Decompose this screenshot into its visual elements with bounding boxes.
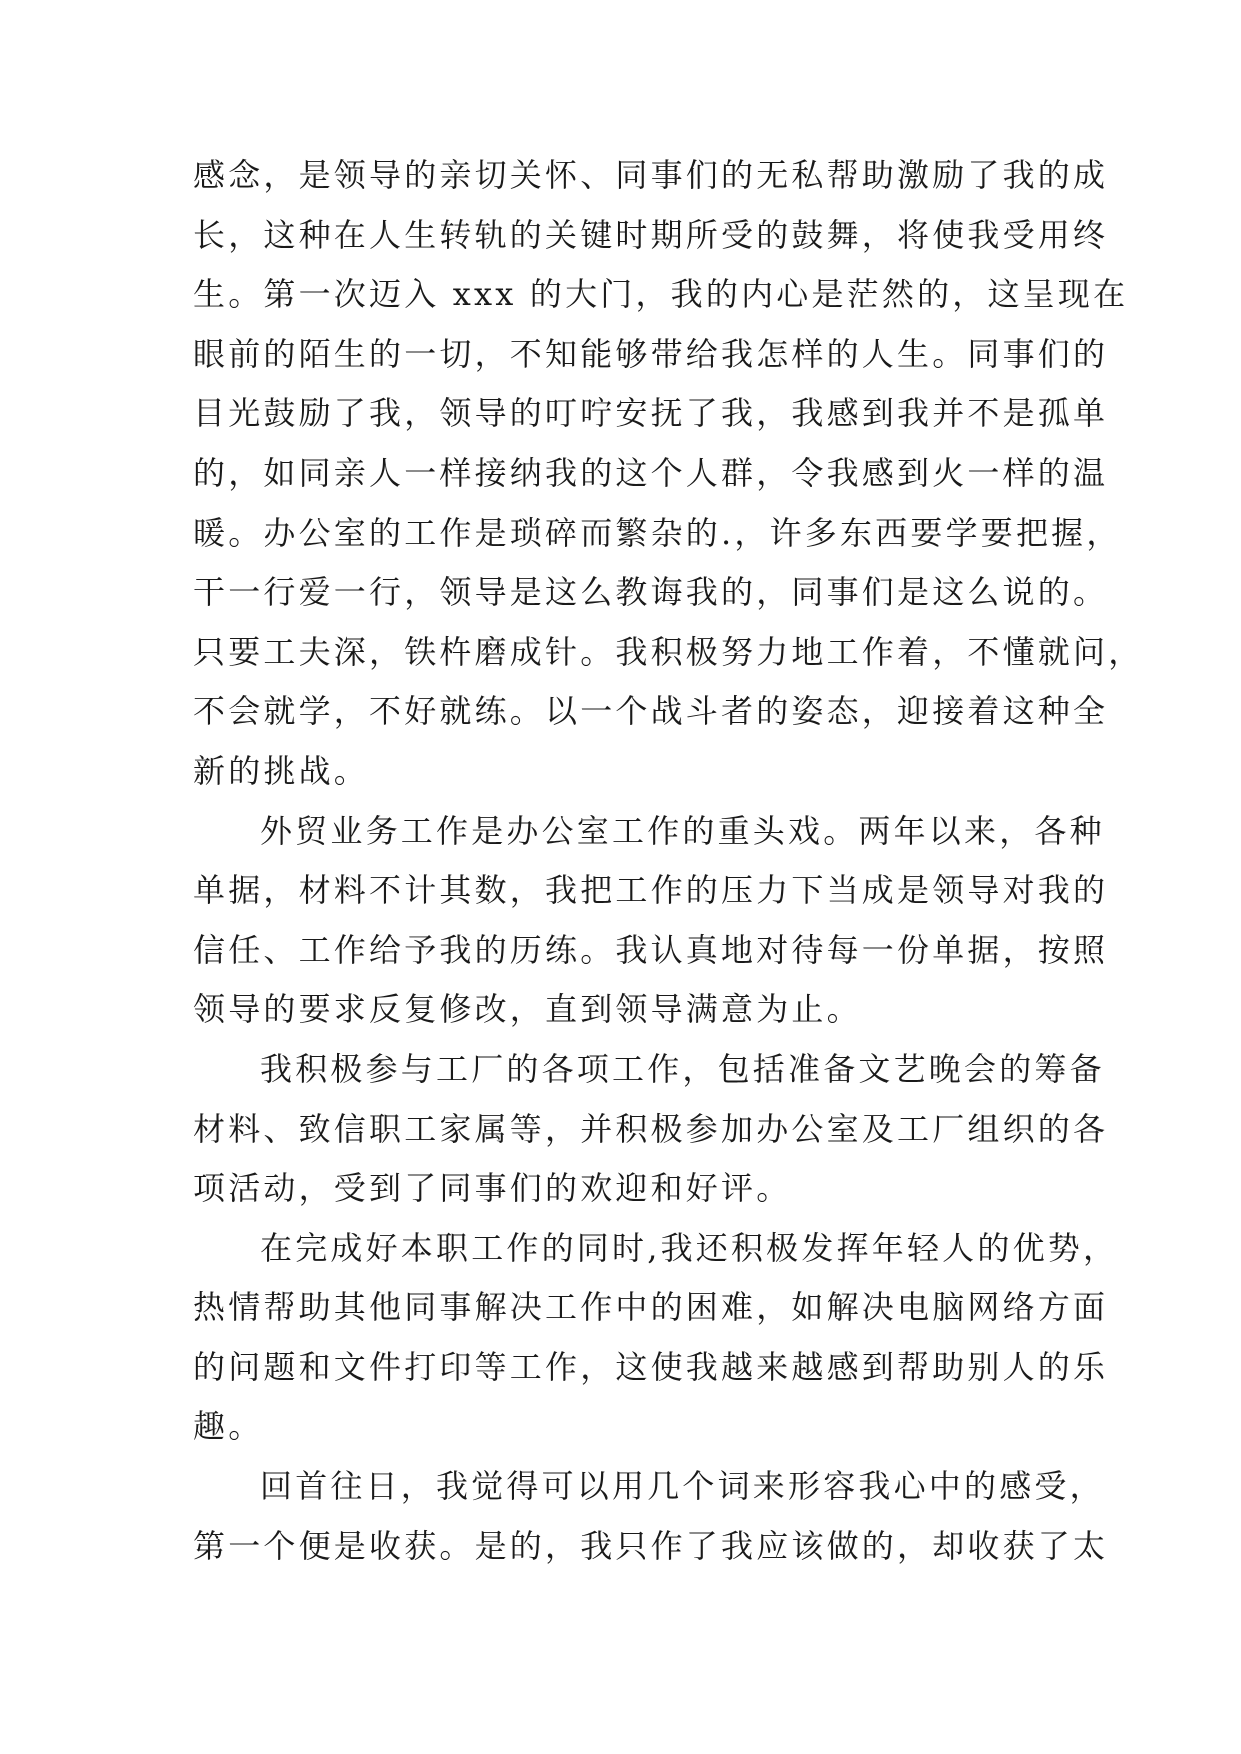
text-line: 回首往日，我觉得可以用几个词来形容我心中的感受， — [260, 1467, 1105, 1506]
text-line: 热情帮助其他同事解决工作中的困难，如解决电脑网络方面 — [193, 1288, 1109, 1327]
text-line: 干一行爱一行，领导是这么教诲我的，同事们是这么说的。 — [193, 573, 1109, 612]
text-line: 目光鼓励了我，领导的叮咛安抚了我，我感到我并不是孤单 — [193, 394, 1109, 433]
text-line: 我积极参与工厂的各项工作，包括准备文艺晚会的筹备 — [260, 1049, 1105, 1088]
text-line: 暖。办公室的工作是琐碎而繁杂的.，许多东西要学要把握， — [193, 513, 1122, 552]
text-line: 生。第一次迈入 xxx 的大门，我的内心是茫然的，这呈现在 — [193, 275, 1129, 314]
text-line: 外贸业务工作是办公室工作的重头戏。两年以来，各种 — [260, 811, 1105, 850]
text-line: 信任、工作给予我的历练。我认真地对待每一份单据，按照 — [193, 930, 1109, 969]
text-line: 只要工夫深，铁杵磨成针。我积极努力地工作着，不懂就问， — [193, 632, 1144, 671]
text-line: 领导的要求反复修改，直到领导满意为止。 — [193, 990, 862, 1029]
text-line: 第一个便是收获。是的，我只作了我应该做的，却收获了太 — [193, 1526, 1109, 1565]
text-line: 长，这种在人生转轨的关键时期所受的鼓舞，将使我受用终 — [193, 215, 1109, 254]
text-line: 新的挑战。 — [193, 751, 370, 790]
text-line: 眼前的陌生的一切，不知能够带给我怎样的人生。同事们的 — [193, 334, 1109, 373]
text-line: 材料、致信职工家属等，并积极参加办公室及工厂组织的各 — [193, 1109, 1109, 1148]
document-body — [193, 146, 1144, 1576]
text-line: 项活动，受到了同事们的欢迎和好评。 — [193, 1169, 792, 1208]
text-line: 不会就学，不好就练。以一个战斗者的姿态，迎接着这种全 — [193, 692, 1109, 731]
text-line: 的问题和文件打印等工作，这使我越来越感到帮助别人的乐 — [193, 1347, 1109, 1386]
text-line: 单据，材料不计其数，我把工作的压力下当成是领导对我的 — [193, 871, 1109, 910]
text-line: 趣。 — [193, 1407, 264, 1446]
text-line: 感念，是领导的亲切关怀、同事们的无私帮助激励了我的成 — [193, 156, 1109, 194]
text-line: 的，如同亲人一样接纳我的这个人群，令我感到火一样的温 — [193, 453, 1109, 492]
text-line: 在完成好本职工作的同时,我还积极发挥年轻人的优势， — [260, 1228, 1119, 1267]
